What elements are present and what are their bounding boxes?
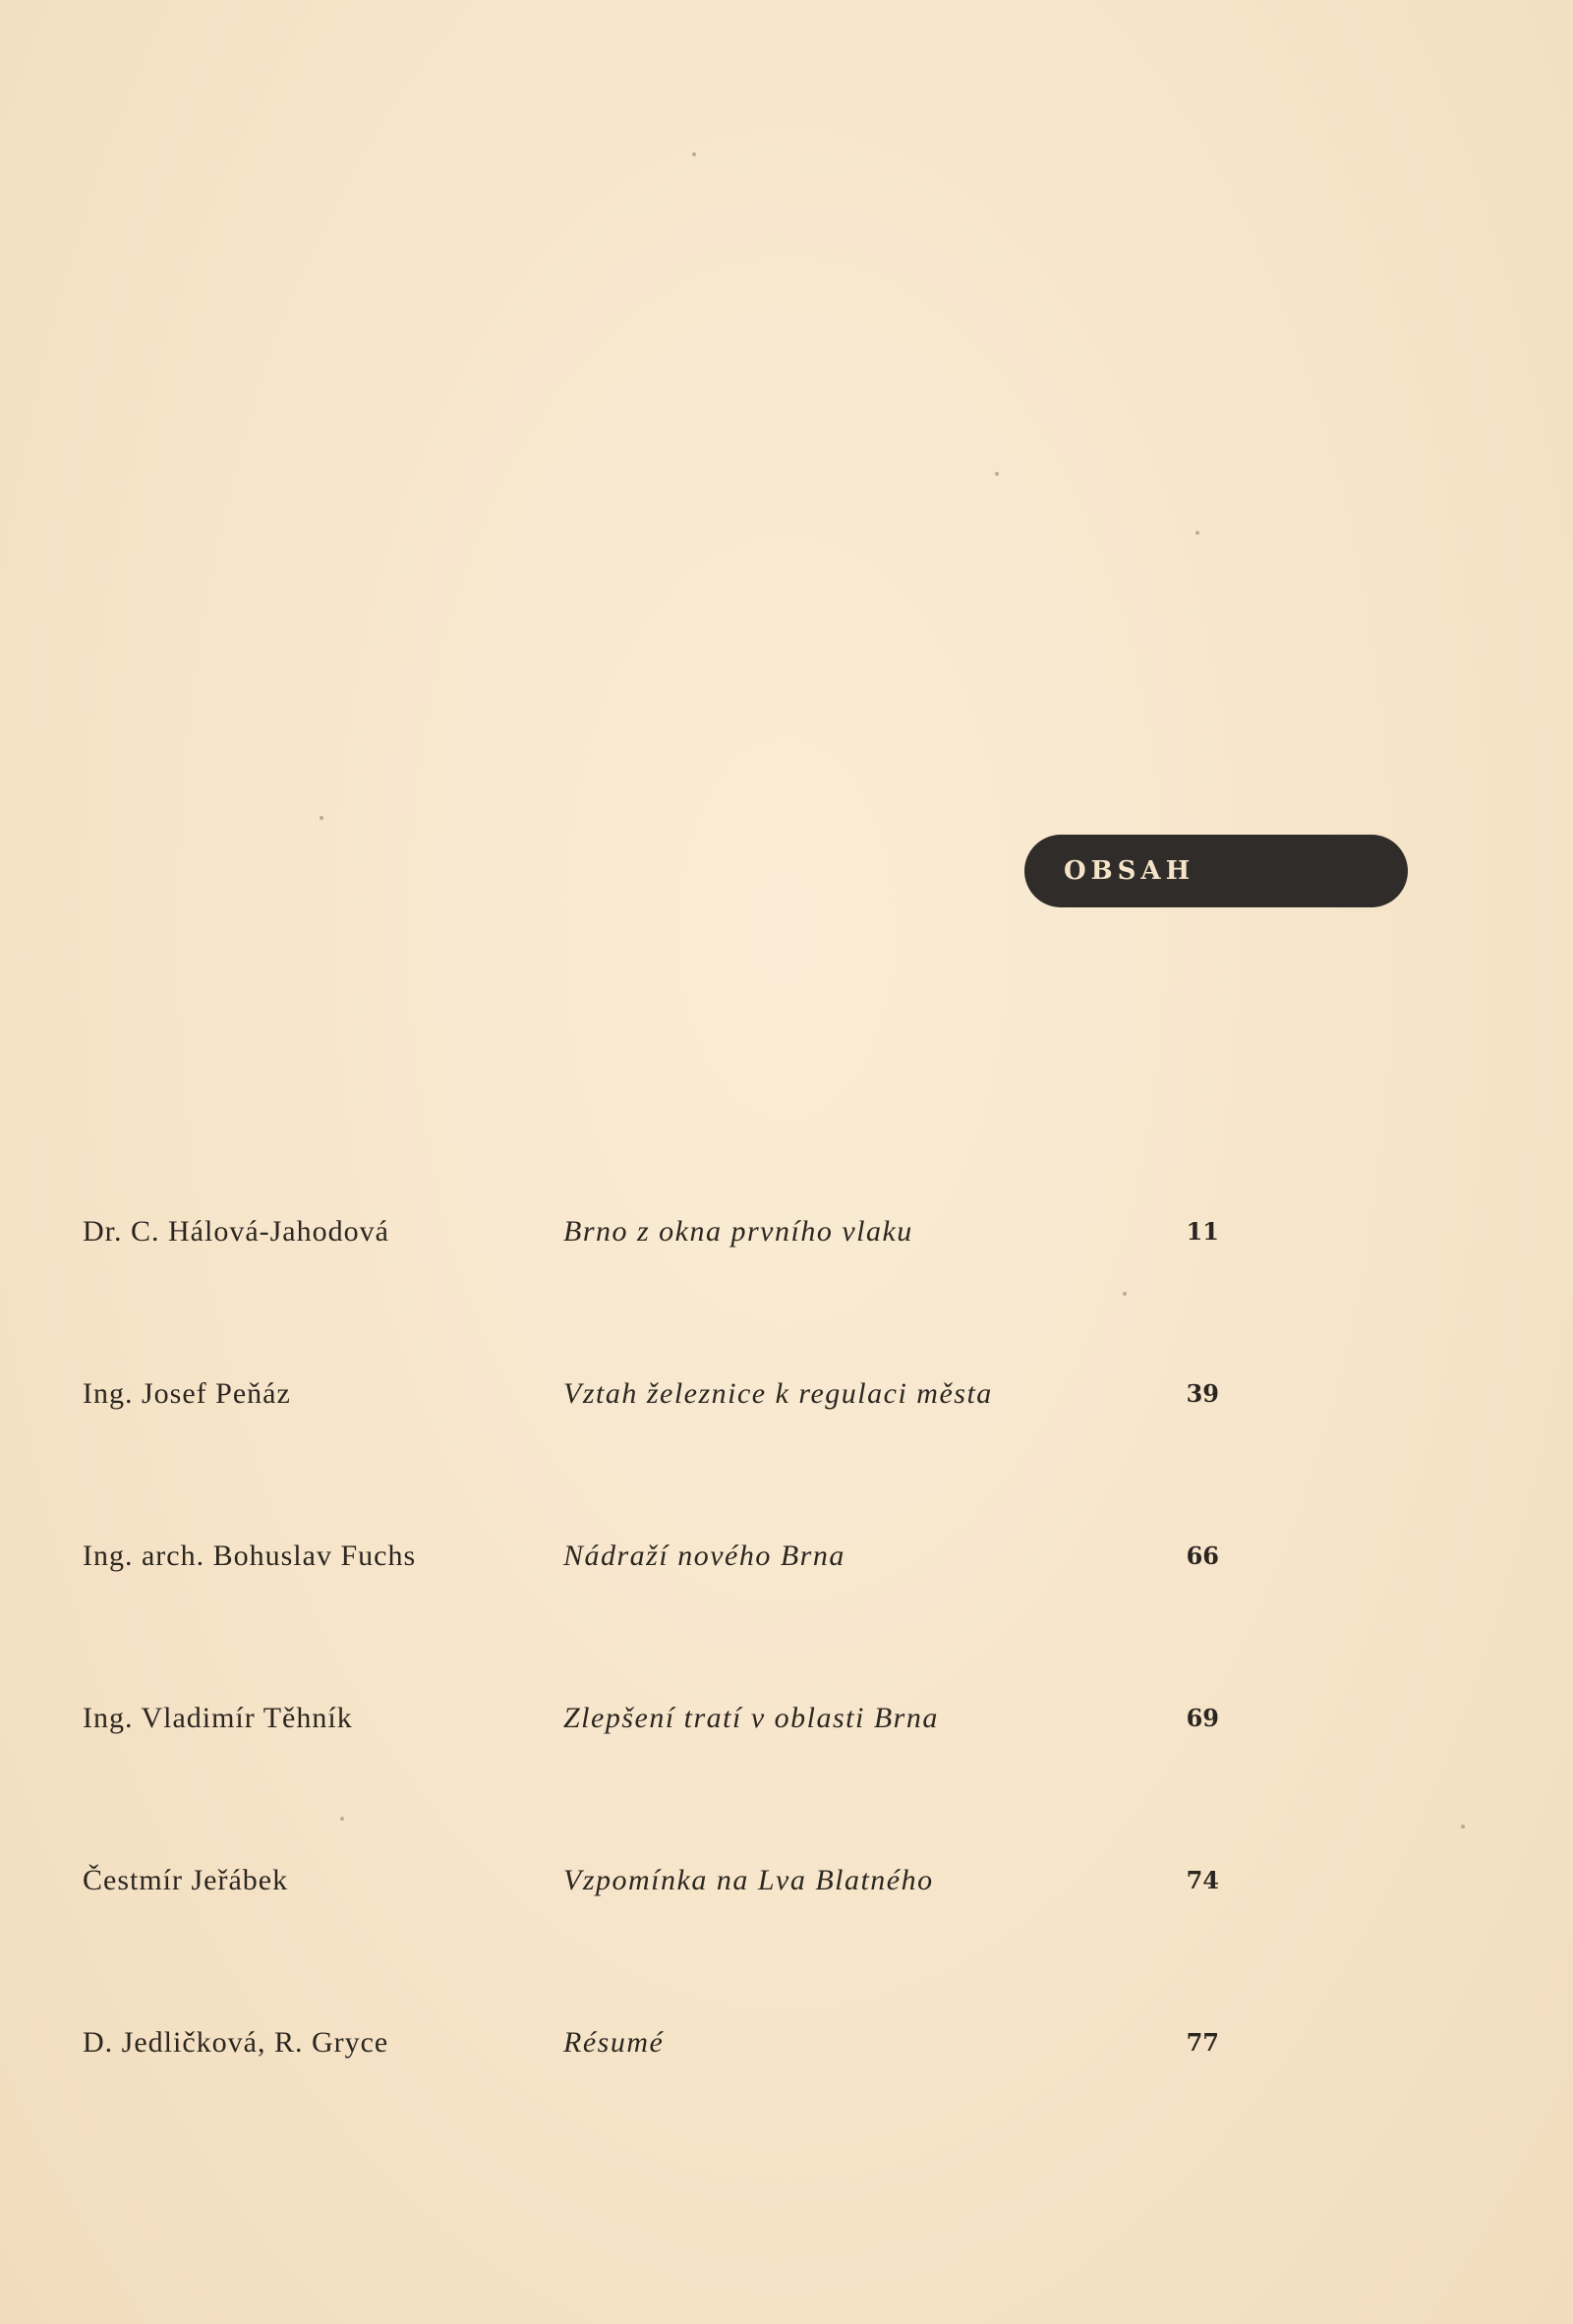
toc-entry xyxy=(0,1702,1573,1761)
paper-speck xyxy=(1123,1292,1127,1296)
toc-entry xyxy=(0,1215,1573,1274)
entry-author: Ing. Vladimír Těhník xyxy=(83,1702,353,1734)
paper-speck xyxy=(995,472,999,476)
entry-page-number: 39 xyxy=(1186,1379,1219,1408)
toc-entry xyxy=(0,1540,1573,1598)
paper-speck xyxy=(692,152,696,156)
toc-entry xyxy=(0,1864,1573,1923)
entry-author: D. Jedličková, R. Gryce xyxy=(83,2026,389,2059)
toc-entry xyxy=(0,2026,1573,2085)
entry-page-number: 66 xyxy=(1186,1541,1219,1570)
entry-title: Vzpomínka na Lva Blatného xyxy=(563,1864,934,1896)
contents-heading-badge xyxy=(1024,835,1408,907)
toc-entry xyxy=(0,1377,1573,1436)
entry-page-number: 69 xyxy=(1186,1704,1219,1732)
entry-title: Résumé xyxy=(563,2026,665,2059)
paper-speck xyxy=(1195,531,1199,535)
paper-speck xyxy=(320,816,323,820)
entry-title: Zlepšení tratí v oblasti Brna xyxy=(563,1702,939,1734)
entry-author: Dr. C. Hálová-Jahodová xyxy=(83,1215,389,1248)
entry-page-number: 74 xyxy=(1186,1866,1219,1894)
entry-title: Nádraží nového Brna xyxy=(563,1540,845,1572)
entry-title: Brno z okna prvního vlaku xyxy=(563,1215,913,1248)
entry-page-number: 77 xyxy=(1186,2028,1219,2057)
entry-author: Čestmír Jeřábek xyxy=(83,1864,289,1896)
entry-author: Ing. Josef Peňáz xyxy=(83,1377,291,1410)
paper-speck xyxy=(340,1817,344,1821)
entry-author: Ing. arch. Bohuslav Fuchs xyxy=(83,1540,417,1572)
paper-speck xyxy=(1461,1825,1465,1829)
entry-title: Vztah železnice k regulaci města xyxy=(563,1377,993,1410)
contents-heading: OBSAH xyxy=(1064,856,1195,886)
entry-page-number: 11 xyxy=(1186,1217,1219,1246)
